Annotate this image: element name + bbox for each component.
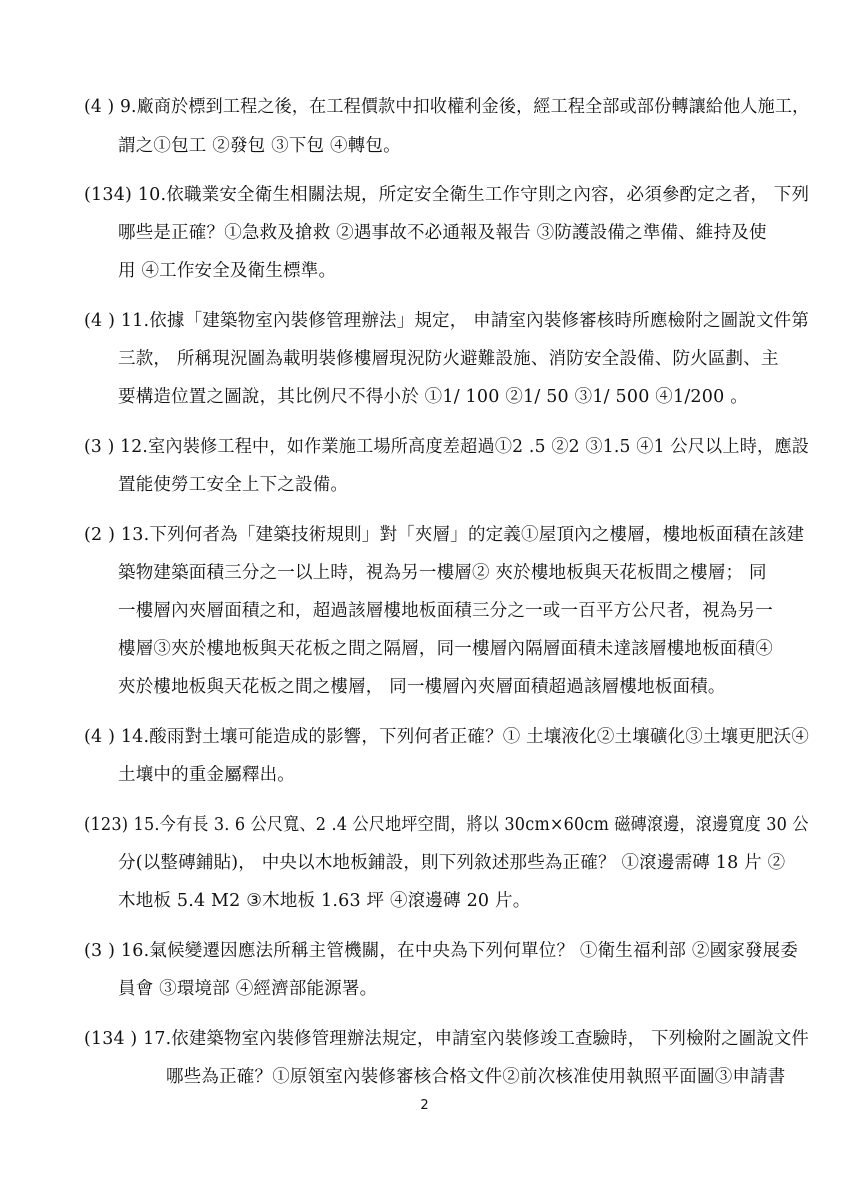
question-line: 築物建築面積三分之一以上時，視為另一樓層② 夾於樓地板與天花板間之樓層； 同 <box>118 563 767 583</box>
question-line: (4 ) 14.酸雨對土壤可能造成的影響，下列何者正確？① 土壤液化②土壤礦化③土壤更肥沃④ <box>84 727 809 747</box>
question-line: 哪些是正確？①急救及搶救 ②遇事故不必通報及報告 ③防護設備之準備、維持及使 <box>118 223 767 243</box>
question-line: 置能使勞工安全上下之設備。 <box>118 475 349 495</box>
question-line: 三款， 所稱現況圖為載明裝修樓層現況防火避難設施、消防安全設備、防火區劃、主 <box>118 349 779 369</box>
question-line: 樓層③夾於樓地板與天花板之間之隔層，同一樓層內隔層面積未達該層樓地板面積④ <box>118 639 773 659</box>
question-line: 一樓層內夾層面積之和，超過該層樓地板面積三分之一或一百平方公尺者，視為另一 <box>118 601 773 621</box>
question-line: (123) 15.今有長 3. 6 公尺寬、2 .4 公尺地坪空間，將以 30cm×60cm 磁磚滾邊，滾邊寬度 30 公 <box>84 815 809 835</box>
question-line: 土壤中的重金屬釋出。 <box>118 765 295 785</box>
question-line: (2 ) 13.下列何者為「建築技術規則」對「夾層」的定義①屋頂內之樓層，樓地板面積在該建 <box>84 525 805 545</box>
question-line: 謂之①包工 ②發包 ③下包 ④轉包。 <box>118 136 401 156</box>
question-line: (3 ) 16.氣候變遷因應法所稱主管機關，在中央為下列何單位？ ①衛生福利部 ②國家發展委 <box>84 941 799 961</box>
question-line: (3 ) 12.室內裝修工程中，如作業施工場所高度差超過①2 .5 ②2 ③1.5 ④1 公尺以上時，應設 <box>84 437 810 457</box>
question-line: (4 ) 9.廠商於標到工程之後，在工程價款中扣收權利金後，經工程全部或部份轉讓給他人施工， <box>84 97 810 117</box>
question-line: (4 ) 11.依據「建築物室內裝修管理辦法」規定， 申請室內裝修審核時所應檢附之圖說文件第 <box>84 311 809 331</box>
question-line: 用 ④工作安全及衛生標準。 <box>118 261 337 281</box>
question-line: 夾於樓地板與天花板之間之樓層， 同一樓層內夾層面積超過該層樓地板面積。 <box>118 677 726 697</box>
question-line: (134) 10.依職業安全衛生相關法規，所定安全衛生工作守則之內容，必須參酌定之者， 下列 <box>84 185 810 205</box>
question-line: 分(以整磚鋪貼)， 中央以木地板鋪設，則下列敘述那些為正確？ ①滾邊需磚 18 片 ② <box>118 853 786 873</box>
page-number: 2 <box>420 1098 429 1113</box>
question-line: 要構造位置之圖說，其比例尺不得小於 ①1/ 100 ②1/ 50 ③1/ 500 ④1/200 。 <box>118 387 748 407</box>
question-line: (134 ) 17.依建築物室內裝修管理辦法規定，申請室內裝修竣工查驗時， 下列檢附之圖說文件 <box>84 1029 809 1049</box>
question-line: 哪些為正確？①原領室內裝修審核合格文件②前次核准使用執照平面圖③申請書 <box>166 1067 786 1087</box>
question-line: 員會 ③環境部 ④經濟部能源署。 <box>118 979 378 999</box>
question-line: 木地板 5.4 M2 ③木地板 1.63 坪 ④滾邊磚 20 片。 <box>118 891 531 911</box>
